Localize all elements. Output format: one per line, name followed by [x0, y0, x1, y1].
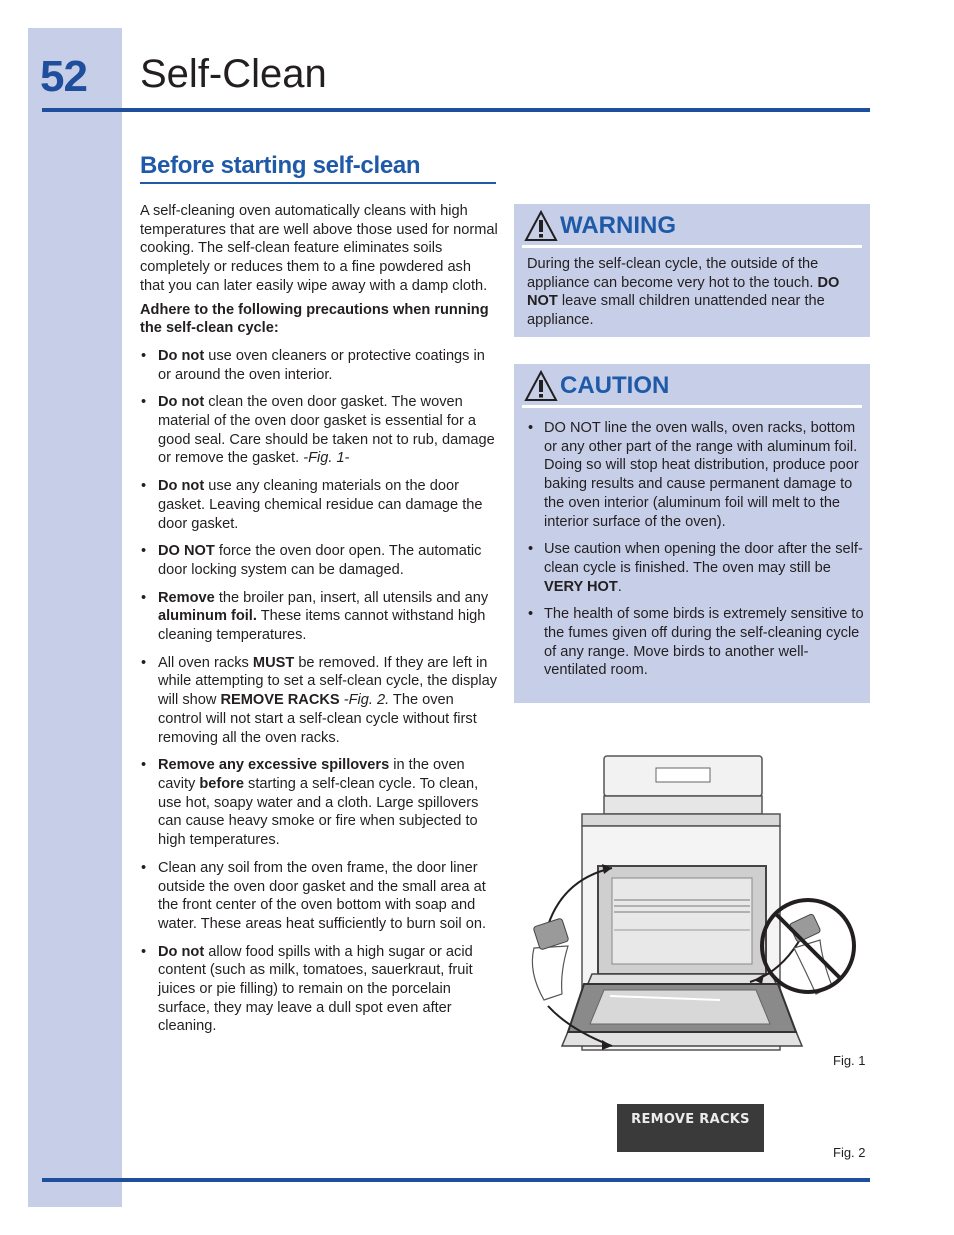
warning-label: WARNING	[560, 212, 676, 239]
fig2-caption: Fig. 2	[833, 1145, 866, 1160]
caution-list	[527, 419, 864, 689]
page-title: Self-Clean	[140, 52, 327, 96]
warning-triangle-icon	[524, 210, 558, 242]
list-item: • The health of some birds is extremely sensitive to the fumes given off during the self-cleaning cycle of any range. Move birds to another well-ventilated room.	[527, 605, 864, 680]
list-item: • Do not use oven cleaners or protective coatings in or around the oven interior.	[140, 347, 498, 384]
display-text: REMOVE RACKS	[631, 1112, 750, 1127]
list-item: • Do not use any cleaning materials on the door gasket. Leaving chemical residue can damage the door gasket.	[140, 477, 498, 533]
caution-triangle-icon	[524, 370, 558, 402]
section-heading: Before starting self-clean	[140, 152, 496, 184]
oven-door-illustration	[520, 750, 865, 1060]
page-number: 52	[40, 52, 87, 101]
list-item: • Do not allow food spills with a high sugar or acid content (such as milk, tomatoes, sauerkraut, fruit juices or pie filling) to remain on the porcelain surface, they may leave a dull spot even after cleaning.	[140, 943, 498, 1037]
list-item: • Remove the broiler pan, insert, all utensils and any aluminum foil. These items cannot withstand high cleaning temperatures.	[140, 589, 498, 645]
list-item: • Use caution when opening the door after the self-clean cycle is finished. The oven may still be VERY HOT.	[527, 540, 864, 596]
list-item: • Remove any excessive spillovers in the oven cavity before starting a self-clean cycle. To clean, use hot, soapy water and a cloth. Large spillovers can cause heavy smoke or fire when subjected to high temperatures.	[140, 756, 498, 850]
left-column	[140, 202, 498, 1045]
caution-header	[522, 368, 862, 408]
precautions-list	[140, 347, 498, 1036]
list-item: • DO NOT force the oven door open. The automatic door locking system can be damaged.	[140, 542, 498, 579]
remove-racks-display	[617, 1104, 764, 1152]
warning-header	[522, 208, 862, 248]
caution-label: CAUTION	[560, 372, 670, 399]
list-item: • DO NOT line the oven walls, oven racks, bottom or any other part of the range with aluminum foil. Doing so will stop heat distribution, produce poor baking results and cause permanent damage to the oven interior (aluminum foil will melt to the interior surface of the oven).	[527, 419, 864, 531]
list-item: • All oven racks MUST be removed. If they are left in while attempting to set a self-clean cycle, the display will show REMOVE RACKS -Fig. 2. The oven control will not start a self-clean cycle without first removing all the oven racks.	[140, 654, 498, 748]
fig1-caption: Fig. 1	[833, 1053, 866, 1068]
page-sidebar	[28, 28, 122, 1207]
warning-text: During the self-clean cycle, the outside of the appliance can become very hot to the touch. DO NOT leave small children unattended near the appliance.	[527, 256, 840, 329]
list-item: • Do not clean the oven door gasket. The woven material of the oven door gasket is essential for a good seal. Care should be taken not to rub, damage or remove the gasket. -Fig. 1-	[140, 393, 498, 468]
top-divider	[42, 108, 870, 112]
caution-box	[514, 364, 870, 703]
precautions-heading: Adhere to the following precautions when running the self-clean cycle:	[140, 301, 489, 337]
intro-paragraph: A self-cleaning oven automatically cleans with high temperatures that are well above those used for normal cooking. The self-clean feature eliminates soils completely or reduces them to a fine powdered ash that you can later easily wipe away with a damp cloth.	[140, 203, 498, 294]
bottom-divider	[42, 1178, 870, 1182]
warning-box	[514, 204, 870, 337]
list-item: • Clean any soil from the oven frame, the door liner outside the oven door gasket and the small area at the front center of the oven bottom with soap and water. These areas heat sufficiently to burn soil on.	[140, 859, 498, 934]
